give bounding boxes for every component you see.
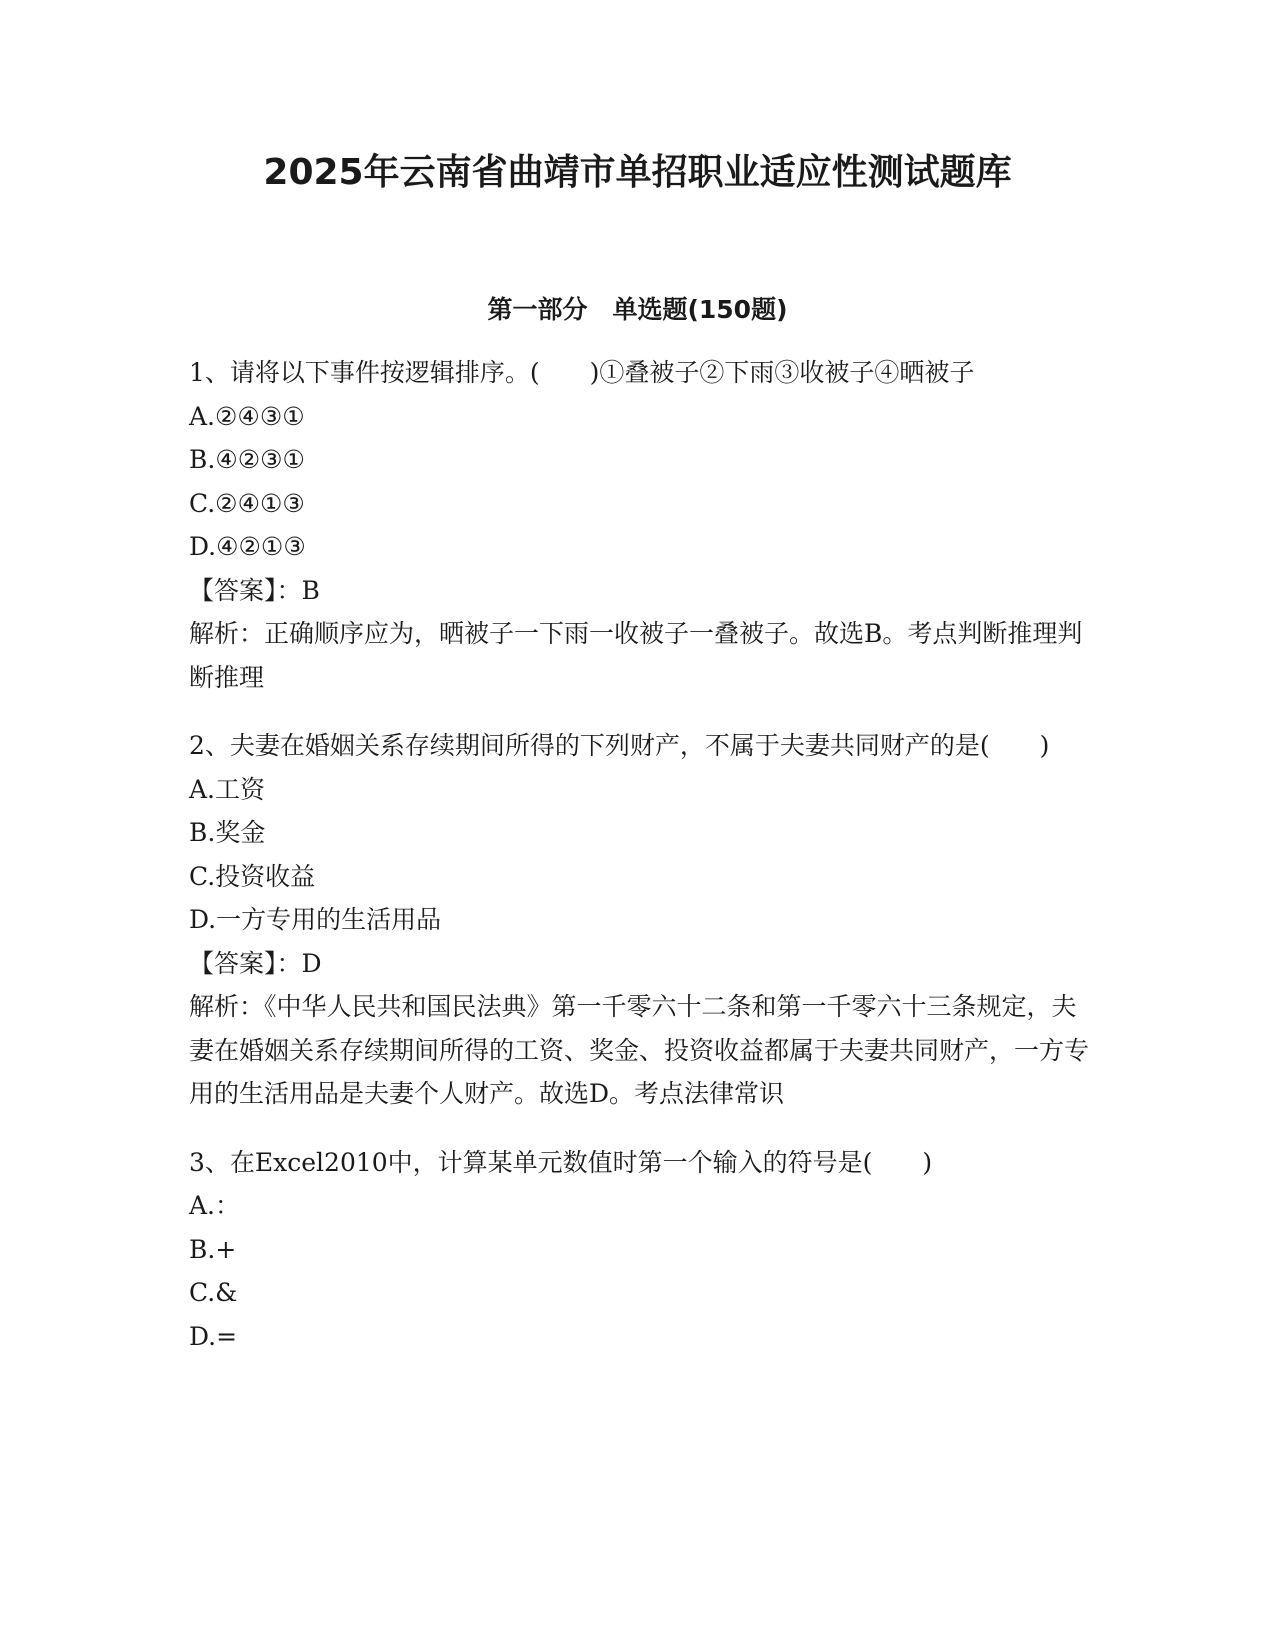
option-b: B.④②③①	[189, 445, 305, 474]
option-d: D.=	[189, 1321, 238, 1351]
answer-line	[189, 942, 1089, 986]
answer-label: 【答案】	[189, 948, 277, 978]
option-c: C.&	[189, 1278, 238, 1307]
question-stem: 3、在Excel2010中，计算某单元数值时第一个输入的符号是( )	[189, 1147, 933, 1177]
option-c: C.投资收益	[189, 861, 316, 891]
question-1	[189, 351, 1089, 699]
option-a: A.：	[189, 1191, 241, 1220]
section-title: 第一部分 单选题(150题)	[487, 295, 788, 324]
document-title: 2025年云南省曲靖市单招职业适应性测试题库	[263, 152, 1012, 193]
option-d: D.④②①③	[189, 532, 306, 561]
analysis-text: 解析：《中华人民共和国民法典》第一千零六十二条和第一千零六十三条规定，夫妻在婚姻关系存续期间所得的工资、奖金、投资收益都属于夫妻共同财产，一方专用的生活用品是夫妻个人财产。故选D。考点法律常识	[189, 992, 1090, 1108]
option-d: D.一方专用的生活用品	[189, 905, 442, 934]
answer-label: 【答案】	[189, 575, 277, 605]
option-b: B.+	[189, 1234, 237, 1264]
question-3	[189, 1141, 1089, 1359]
answer-value: ：B	[276, 575, 320, 605]
analysis-text: 解析：正确顺序应为，晒被子一下雨一收被子一叠被子。故选B。考点判断推理判断推理	[189, 619, 1083, 692]
option-a: A.②④③①	[189, 401, 305, 431]
question-2	[189, 724, 1089, 1116]
question-stem: 1、请将以下事件按逻辑排序。( )①叠被子②下雨③收被子④晒被子	[189, 358, 975, 387]
question-stem: 2、夫妻在婚姻关系存续期间所得的下列财产，不属于夫妻共同财产的是( )	[189, 731, 1050, 760]
option-b: B.奖金	[189, 818, 266, 847]
question-list	[189, 351, 1089, 1358]
option-c: C.②④①③	[189, 488, 305, 518]
answer-line	[189, 569, 1089, 613]
option-a: A.工资	[189, 774, 266, 804]
answer-value: ：D	[276, 948, 322, 978]
